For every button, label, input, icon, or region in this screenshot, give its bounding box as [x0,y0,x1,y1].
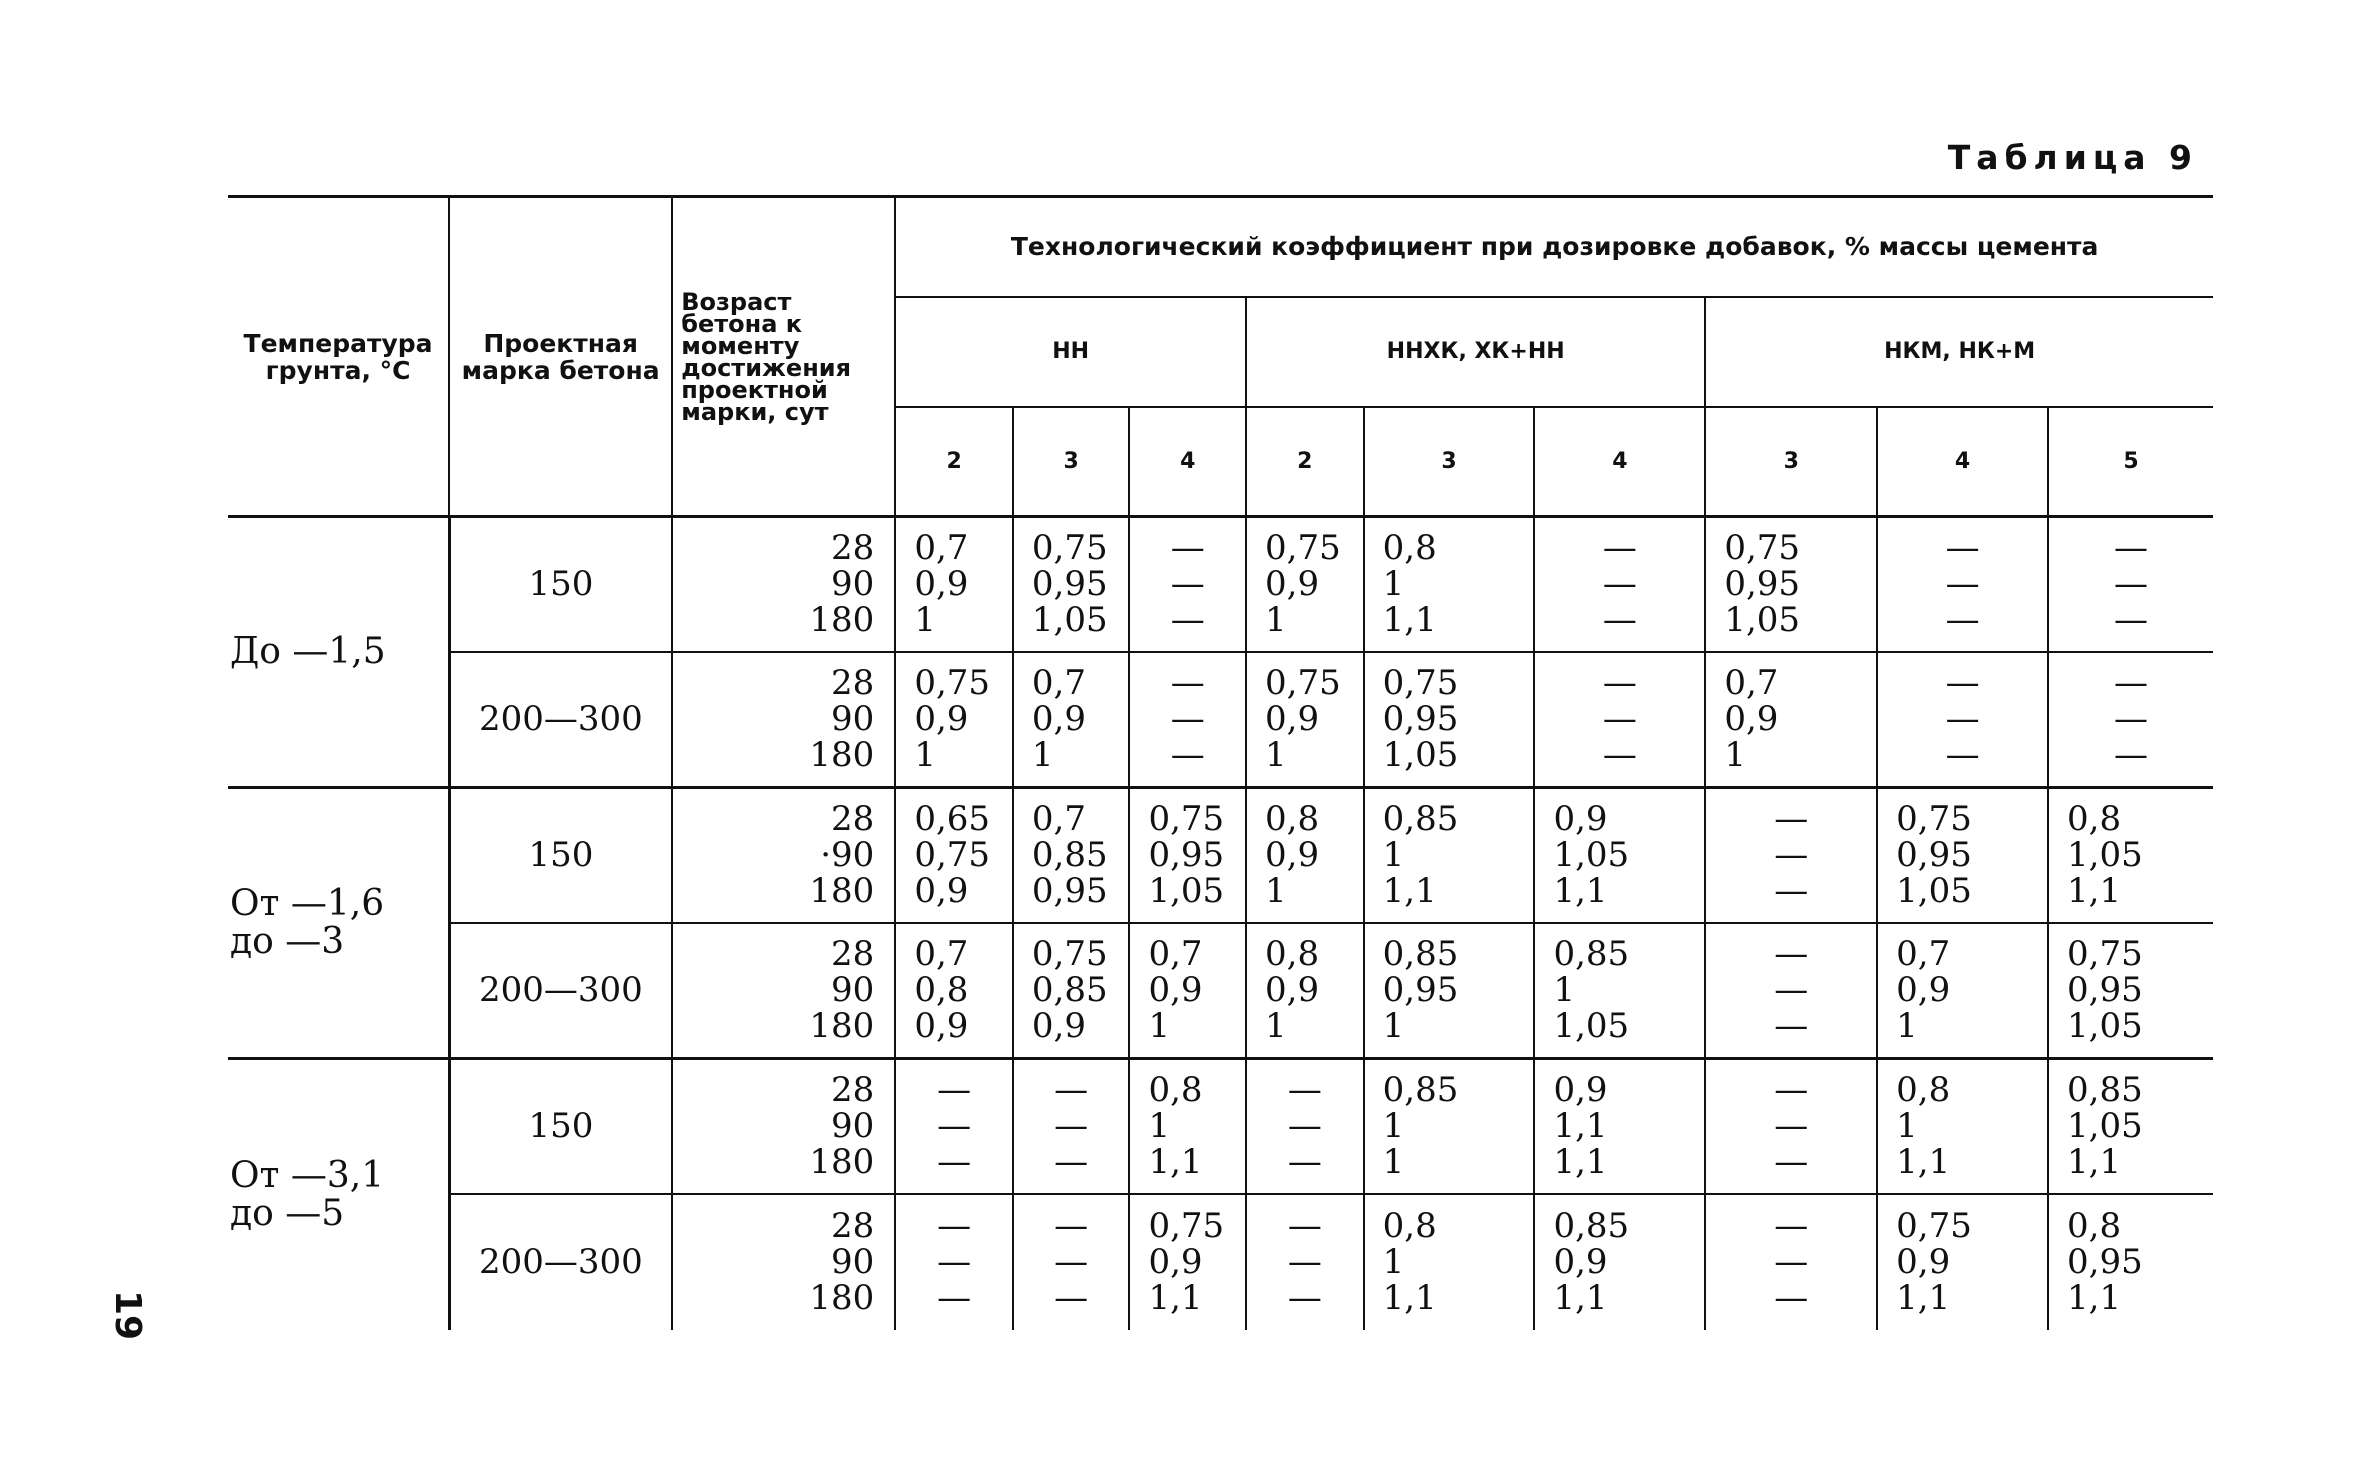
value-cell: — — — [1705,923,1877,1058]
value-cell: — — — [895,1194,1013,1330]
value-cell: — — — [1246,1058,1364,1193]
value-cell: 0,75 0,95 1,05 [2048,923,2213,1058]
value-cell: 0,7 0,9 1 [1877,923,2048,1058]
temperature-cell: От —3,1 до —5 [230,1154,385,1234]
header-dosage: 2 [895,407,1013,517]
value-cell: — — — [1013,1194,1130,1330]
grade-cell: 200—300 [449,923,672,1058]
value-cell: 0,7 0,8 0,9 [895,923,1013,1058]
value-cell: 0,75 0,9 1,1 [1877,1194,2048,1330]
value-cell: 0,8 1,05 1,1 [2048,787,2213,922]
age-cell: 28 90 180 [672,1194,895,1330]
value-cell: 0,65 0,75 0,9 [895,787,1013,922]
value-cell: — — — [1705,787,1877,922]
header-dosage: 2 [1246,407,1364,517]
value-cell: 0,85 0,9 1,1 [1534,1194,1705,1330]
value-cell: 0,8 0,9 1 [1246,787,1364,922]
value-cell: — — — [1877,652,2048,787]
header-dosage: 5 [2048,407,2213,517]
value-cell: — — — [1705,1058,1877,1193]
header-coefficient: Технологический коэффициент при дозировке добавок, % массы цемента [895,197,2213,297]
grade-cell: 150 [449,1058,672,1193]
page-number: 19 [107,1290,148,1341]
value-cell: — — — [2048,517,2213,652]
value-cell: — — — [895,1058,1013,1193]
grade-cell: 200—300 [449,652,672,787]
grade-cell: 200—300 [449,1194,672,1330]
age-cell: 28 90 180 [672,517,895,652]
table-row [228,923,2213,1058]
header-temperature: Температура грунта, °С [228,197,449,517]
value-cell: 0,9 1,1 1,1 [1534,1058,1705,1193]
coefficient-table [228,195,2213,1330]
header-dosage: 4 [1129,407,1246,517]
table-row [228,787,2213,922]
header-dosage: 3 [1013,407,1130,517]
header-group-nn: НН [895,297,1246,407]
value-cell: 0,7 0,9 1 [1705,652,1877,787]
value-cell: 0,8 1 1,1 [1364,517,1535,652]
table-caption: Таблица 9 [1947,138,2198,177]
age-cell: 28 ·90 180 [672,787,895,922]
value-cell: 0,8 0,9 1 [1246,923,1364,1058]
value-cell: — — — [1013,1058,1130,1193]
value-cell: — — — [1129,652,1246,787]
table-row [228,517,2213,652]
grade-cell: 150 [449,787,672,922]
value-cell: — — — [1129,517,1246,652]
temperature-cell: От —1,6 до —3 [228,787,449,1058]
header-dosage: 3 [1364,407,1535,517]
header-grade: Проектная марка бетона [449,197,672,517]
header-dosage: 4 [1877,407,2048,517]
value-cell: 0,8 0,95 1,1 [2048,1194,2213,1330]
age-cell: 28 90 180 [672,652,895,787]
table-row [228,652,2213,787]
value-cell: 0,85 0,95 1 [1364,923,1535,1058]
table-row [228,1194,2213,1330]
value-cell: 0,75 0,9 1 [1246,652,1364,787]
value-cell: — — — [1877,517,2048,652]
value-cell: 0,7 0,85 0,95 [1013,787,1130,922]
value-cell: 0,75 0,95 1,05 [1705,517,1877,652]
value-cell: — — — [1246,1194,1364,1330]
value-cell: 0,75 0,95 1,05 [1129,787,1246,922]
value-cell: 0,8 1 1,1 [1364,1194,1535,1330]
value-cell: 0,85 1 1,1 [1364,787,1535,922]
value-cell: 0,75 0,95 1,05 [1877,787,2048,922]
header-dosage: 4 [1534,407,1705,517]
value-cell: 0,85 1 1,05 [1534,923,1705,1058]
value-cell: 0,75 0,95 1,05 [1364,652,1535,787]
value-cell: — — — [1534,517,1705,652]
age-cell: 28 90 180 [672,1058,895,1193]
header-age: Возраст бетона к моменту достижения проектной марки, сут [672,197,895,517]
value-cell: 0,9 1,05 1,1 [1534,787,1705,922]
value-cell: 0,7 0,9 1 [1013,652,1130,787]
header-dosage: 3 [1705,407,1877,517]
value-cell: 0,75 0,9 1 [1246,517,1364,652]
value-cell: 0,75 0,85 0,9 [1013,923,1130,1058]
value-cell: 0,75 0,9 1,1 [1129,1194,1246,1330]
value-cell: — — — [2048,652,2213,787]
header-group-nkm: НКМ, НК+М [1705,297,2213,407]
value-cell: 0,75 0,95 1,05 [1013,517,1130,652]
value-cell: 0,8 1 1,1 [1877,1058,2048,1193]
value-cell: — — — [1705,1194,1877,1330]
value-cell: 0,7 0,9 1 [1129,923,1246,1058]
value-cell: 0,7 0,9 1 [895,517,1013,652]
temperature-cell: До —1,5 [228,517,449,788]
grade-cell: 150 [449,517,672,652]
age-cell: 28 90 180 [672,923,895,1058]
table-row [228,1058,2213,1193]
value-cell: 0,8 1 1,1 [1129,1058,1246,1193]
value-cell: 0,85 1 1 [1364,1058,1535,1193]
value-cell: — — — [1534,652,1705,787]
header-group-nnhk: ННХК, ХК+НН [1246,297,1705,407]
value-cell: 0,75 0,9 1 [895,652,1013,787]
value-cell: 0,85 1,05 1,1 [2048,1058,2213,1193]
